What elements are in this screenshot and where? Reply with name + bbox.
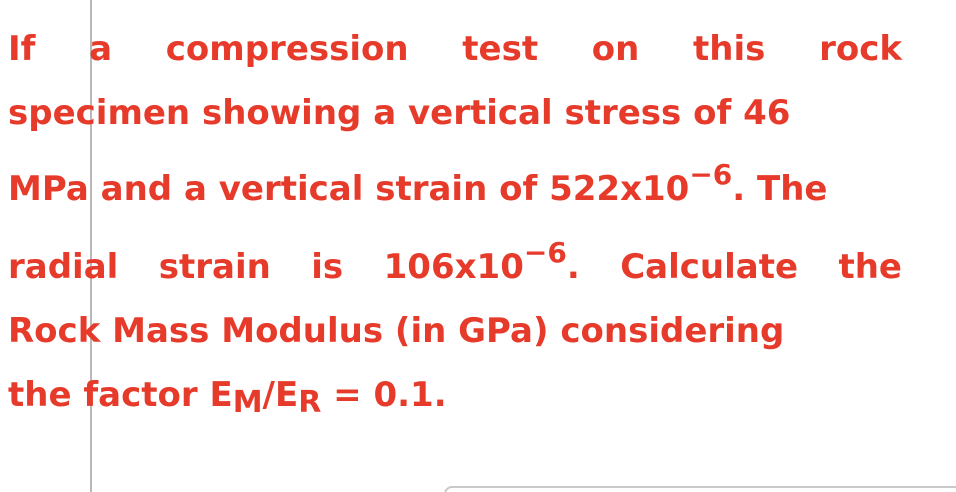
radial-strain-base: 106x10 <box>383 247 524 287</box>
question-line-4 <box>8 236 902 287</box>
word-is: is <box>311 247 344 287</box>
word-on: on <box>591 29 640 69</box>
subscript-m: M <box>232 385 263 420</box>
left-margin-line <box>90 0 92 492</box>
question-line-6 <box>8 375 447 420</box>
word-strain: strain <box>158 247 271 287</box>
question-line-3 <box>8 158 828 209</box>
word-if: If <box>8 29 36 69</box>
word-compression: compression <box>165 29 409 69</box>
word-the: the <box>838 247 902 287</box>
answer-box-edge <box>444 486 956 492</box>
line3-exponent: −6 <box>689 158 733 191</box>
question-line-5: Rock Mass Modulus (in GPa) considering <box>8 311 785 351</box>
subscript-r: R <box>298 385 322 420</box>
line6-end: = 0.1. <box>321 375 447 415</box>
radial-strain-value <box>383 236 580 287</box>
word-a: a <box>89 29 113 69</box>
question-line-1 <box>8 29 902 69</box>
line3-end: . The <box>732 169 828 209</box>
line3-text: MPa and a vertical strain of 522x10 <box>8 169 690 209</box>
radial-strain-period: . <box>566 247 580 287</box>
word-radial: radial <box>8 247 119 287</box>
word-test: test <box>462 29 539 69</box>
word-this: this <box>693 29 766 69</box>
question-line-2: specimen showing a vertical stress of 46 <box>8 93 791 133</box>
radial-strain-exponent: −6 <box>523 236 567 269</box>
word-calculate: Calculate <box>620 247 799 287</box>
word-rock: rock <box>819 29 902 69</box>
line6-slash: /E <box>262 375 299 415</box>
line6-text: the factor E <box>8 375 233 415</box>
